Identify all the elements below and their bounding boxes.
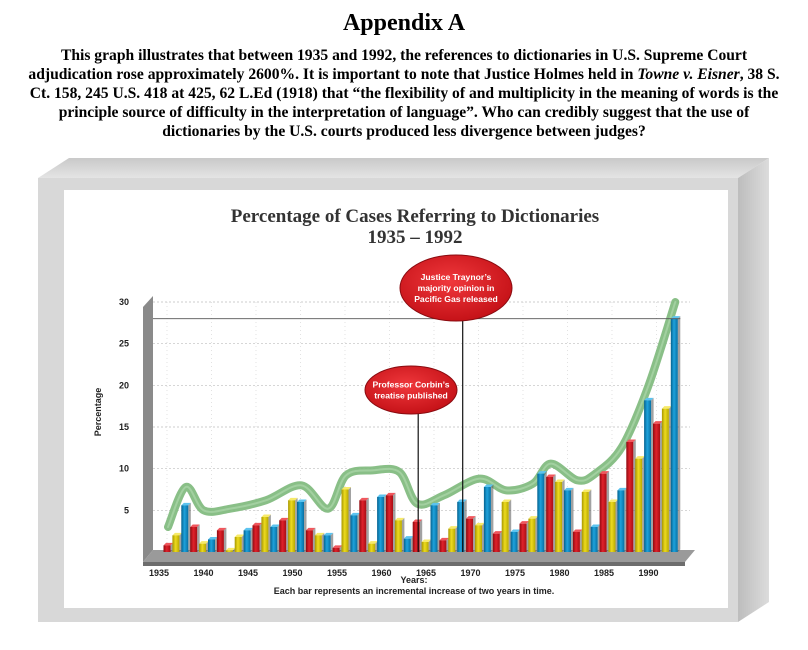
bar-1968 xyxy=(457,500,467,553)
x-axis-band xyxy=(143,562,685,566)
bar-1961 xyxy=(395,518,405,552)
bar-front xyxy=(386,495,393,552)
bar-1962 xyxy=(404,536,414,552)
intro-text-2: , 38 S. Ct. 158, 245 U.S. 418 at 425, 62 L.Ed (1918) that “the flexibility of and multiplicity in the meaning of words is the principle source of difficulty in the interpretation of language”. Who can credibly suggest that the use of dictionaries by the U.S. courts produced less divergence between judges? xyxy=(29,66,780,140)
bar-front xyxy=(190,527,197,552)
bar-front xyxy=(671,319,678,552)
bar-front xyxy=(431,505,438,552)
bar-1960 xyxy=(386,493,396,552)
bar-1991 xyxy=(662,406,672,552)
bar-1989 xyxy=(644,398,654,552)
bar-front xyxy=(555,482,562,552)
bar-front xyxy=(377,497,384,552)
x-tick-label: 1950 xyxy=(282,568,303,578)
bar-front xyxy=(662,409,669,552)
bar-front xyxy=(422,542,429,552)
bar-1975 xyxy=(520,521,530,552)
bar-1988 xyxy=(635,456,645,552)
bar-front xyxy=(609,502,616,552)
y-tick-label: 15 xyxy=(118,422,129,432)
bar-1944 xyxy=(244,528,254,552)
bar-front xyxy=(502,502,509,552)
bar-1959 xyxy=(377,495,387,553)
bar-1964 xyxy=(422,540,432,553)
bar-front xyxy=(288,500,295,552)
bar-1938 xyxy=(190,525,200,553)
bar-front xyxy=(324,535,331,552)
bar-front xyxy=(475,525,482,552)
x-tick-label: 1935 xyxy=(148,568,170,578)
bar-front xyxy=(528,519,535,552)
chart-title: Percentage of Cases Referring to Dictionaries xyxy=(230,206,600,227)
x-tick-label: 1965 xyxy=(415,568,437,578)
bar-side xyxy=(678,316,681,552)
bar-1953 xyxy=(324,533,334,552)
bar-front xyxy=(368,544,375,552)
bar-front xyxy=(564,490,571,552)
bar-1979 xyxy=(555,480,565,553)
bar-1976 xyxy=(528,516,538,552)
bar-front xyxy=(600,474,607,552)
x-tick-label: 1940 xyxy=(193,568,214,578)
annotation-text: Pacific Gas released xyxy=(414,294,498,304)
bar-front xyxy=(297,502,304,552)
bar-1950 xyxy=(297,500,307,553)
bar-front xyxy=(626,442,633,552)
bar-front xyxy=(511,532,518,552)
bar-front xyxy=(235,537,242,552)
bar-front xyxy=(582,492,589,552)
bar-front xyxy=(448,529,455,552)
plot-left-wall xyxy=(143,296,153,562)
bar-1981 xyxy=(573,530,583,553)
bar-front xyxy=(181,505,188,552)
bar-1955 xyxy=(342,487,352,552)
bar-1987 xyxy=(626,440,636,553)
bar-1936 xyxy=(172,533,182,552)
bar-1952 xyxy=(315,533,325,552)
x-tick-label: 1960 xyxy=(371,568,392,578)
bar-front xyxy=(635,459,642,552)
bar-1972 xyxy=(493,531,503,552)
bar-front xyxy=(164,545,171,552)
bar-front xyxy=(315,535,322,552)
bar-front xyxy=(439,540,446,552)
bar-1973 xyxy=(502,500,512,553)
bar-1967 xyxy=(448,526,458,552)
bar-front xyxy=(466,519,473,552)
annotation-text: treatise published xyxy=(374,390,448,401)
case-name: Towne v. Eisner xyxy=(637,66,740,83)
bar-1949 xyxy=(288,498,298,552)
bar-front xyxy=(253,525,260,552)
x-tick-label: 1970 xyxy=(460,568,481,578)
bar-1974 xyxy=(511,530,520,553)
bar-front xyxy=(395,520,402,552)
bar-front xyxy=(172,535,179,552)
bar-front xyxy=(573,532,580,552)
bar-front xyxy=(537,474,544,552)
bar-1946 xyxy=(261,515,271,553)
frame-right-face xyxy=(738,158,769,622)
bar-front xyxy=(546,477,553,552)
bar-1969 xyxy=(466,516,476,552)
bar-1937 xyxy=(181,503,191,552)
bar-1965 xyxy=(431,503,441,552)
bar-1963 xyxy=(413,520,423,553)
y-axis-label: Percentage xyxy=(93,387,103,437)
y-tick-label: 25 xyxy=(118,338,129,349)
x-tick-label: 1990 xyxy=(638,568,659,578)
bar-front xyxy=(244,530,251,552)
x-axis-label: Years: xyxy=(400,575,428,585)
bar-1956 xyxy=(350,513,360,552)
bar-front xyxy=(644,400,651,552)
y-tick-label: 20 xyxy=(118,380,129,391)
bar-1951 xyxy=(306,528,316,552)
y-tick-label: 10 xyxy=(118,463,129,474)
bar-1990 xyxy=(653,421,663,552)
bar-front xyxy=(261,517,268,552)
frame-top-face xyxy=(38,158,769,178)
bar-front xyxy=(226,550,233,552)
bar-1982 xyxy=(582,490,592,553)
bar-1958 xyxy=(368,541,378,552)
bar-1943 xyxy=(235,535,245,553)
page-title: Appendix A xyxy=(342,10,466,36)
bar-1935 xyxy=(164,543,174,552)
bar-1978 xyxy=(546,475,556,553)
bar-1984 xyxy=(600,471,610,552)
bar-front xyxy=(493,534,500,552)
bar-front xyxy=(350,515,357,552)
bar-front xyxy=(333,548,340,552)
bar-1970 xyxy=(475,523,485,552)
x-tick-label: 1975 xyxy=(504,568,526,578)
bar-front xyxy=(591,527,598,552)
y-tick-label: 5 xyxy=(123,505,129,516)
bar-1957 xyxy=(359,498,369,552)
bar-front xyxy=(342,490,349,553)
bar-front xyxy=(306,530,313,552)
x-tick-label: 1945 xyxy=(237,568,259,578)
bar-1939 xyxy=(199,541,209,552)
bar-side xyxy=(224,528,227,552)
bar-front xyxy=(208,540,215,553)
annotation-text: majority opinion in xyxy=(417,283,495,293)
x-tick-label: 1985 xyxy=(593,568,615,578)
chart-subtitle: 1935 – 1992 xyxy=(367,227,463,248)
bar-front xyxy=(404,539,411,552)
bar-1986 xyxy=(617,488,627,552)
bar-front xyxy=(359,500,366,552)
x-tick-label: 1955 xyxy=(326,568,348,578)
bar-1983 xyxy=(591,525,601,553)
x-tick-label: 1980 xyxy=(549,568,570,578)
bar-1985 xyxy=(609,500,619,553)
bar-1945 xyxy=(253,523,263,552)
bar-front xyxy=(270,527,277,552)
bar-front xyxy=(279,520,286,552)
bar-front xyxy=(520,524,527,552)
bar-front xyxy=(199,544,206,552)
x-axis-note: Each bar represents an incremental increase of two years in time. xyxy=(273,586,555,596)
bar-1992 xyxy=(671,316,681,552)
bar-1941 xyxy=(217,528,227,552)
bar-1948 xyxy=(279,518,289,552)
bar-1980 xyxy=(564,488,574,552)
bar-1940 xyxy=(208,537,218,552)
bar-front xyxy=(217,530,224,552)
intro-text-1: This graph illustrates that between 1935 and 1992, the references to dictionaries in U.S. Supreme Court adjudication rose approximately 2600%. It is important to note that Justice Holmes held in xyxy=(28,47,748,83)
bar-1966 xyxy=(439,538,449,552)
bar-1977 xyxy=(537,471,547,552)
bar-front xyxy=(617,490,624,552)
bar-front xyxy=(653,424,660,552)
bar-1947 xyxy=(270,525,280,553)
y-tick-label: 30 xyxy=(118,297,129,307)
annotation-text: Professor Corbin’s xyxy=(372,379,450,390)
bar-front xyxy=(484,487,491,552)
annotation-text: Justice Traynor’s xyxy=(420,272,492,282)
bar-1971 xyxy=(484,485,494,553)
